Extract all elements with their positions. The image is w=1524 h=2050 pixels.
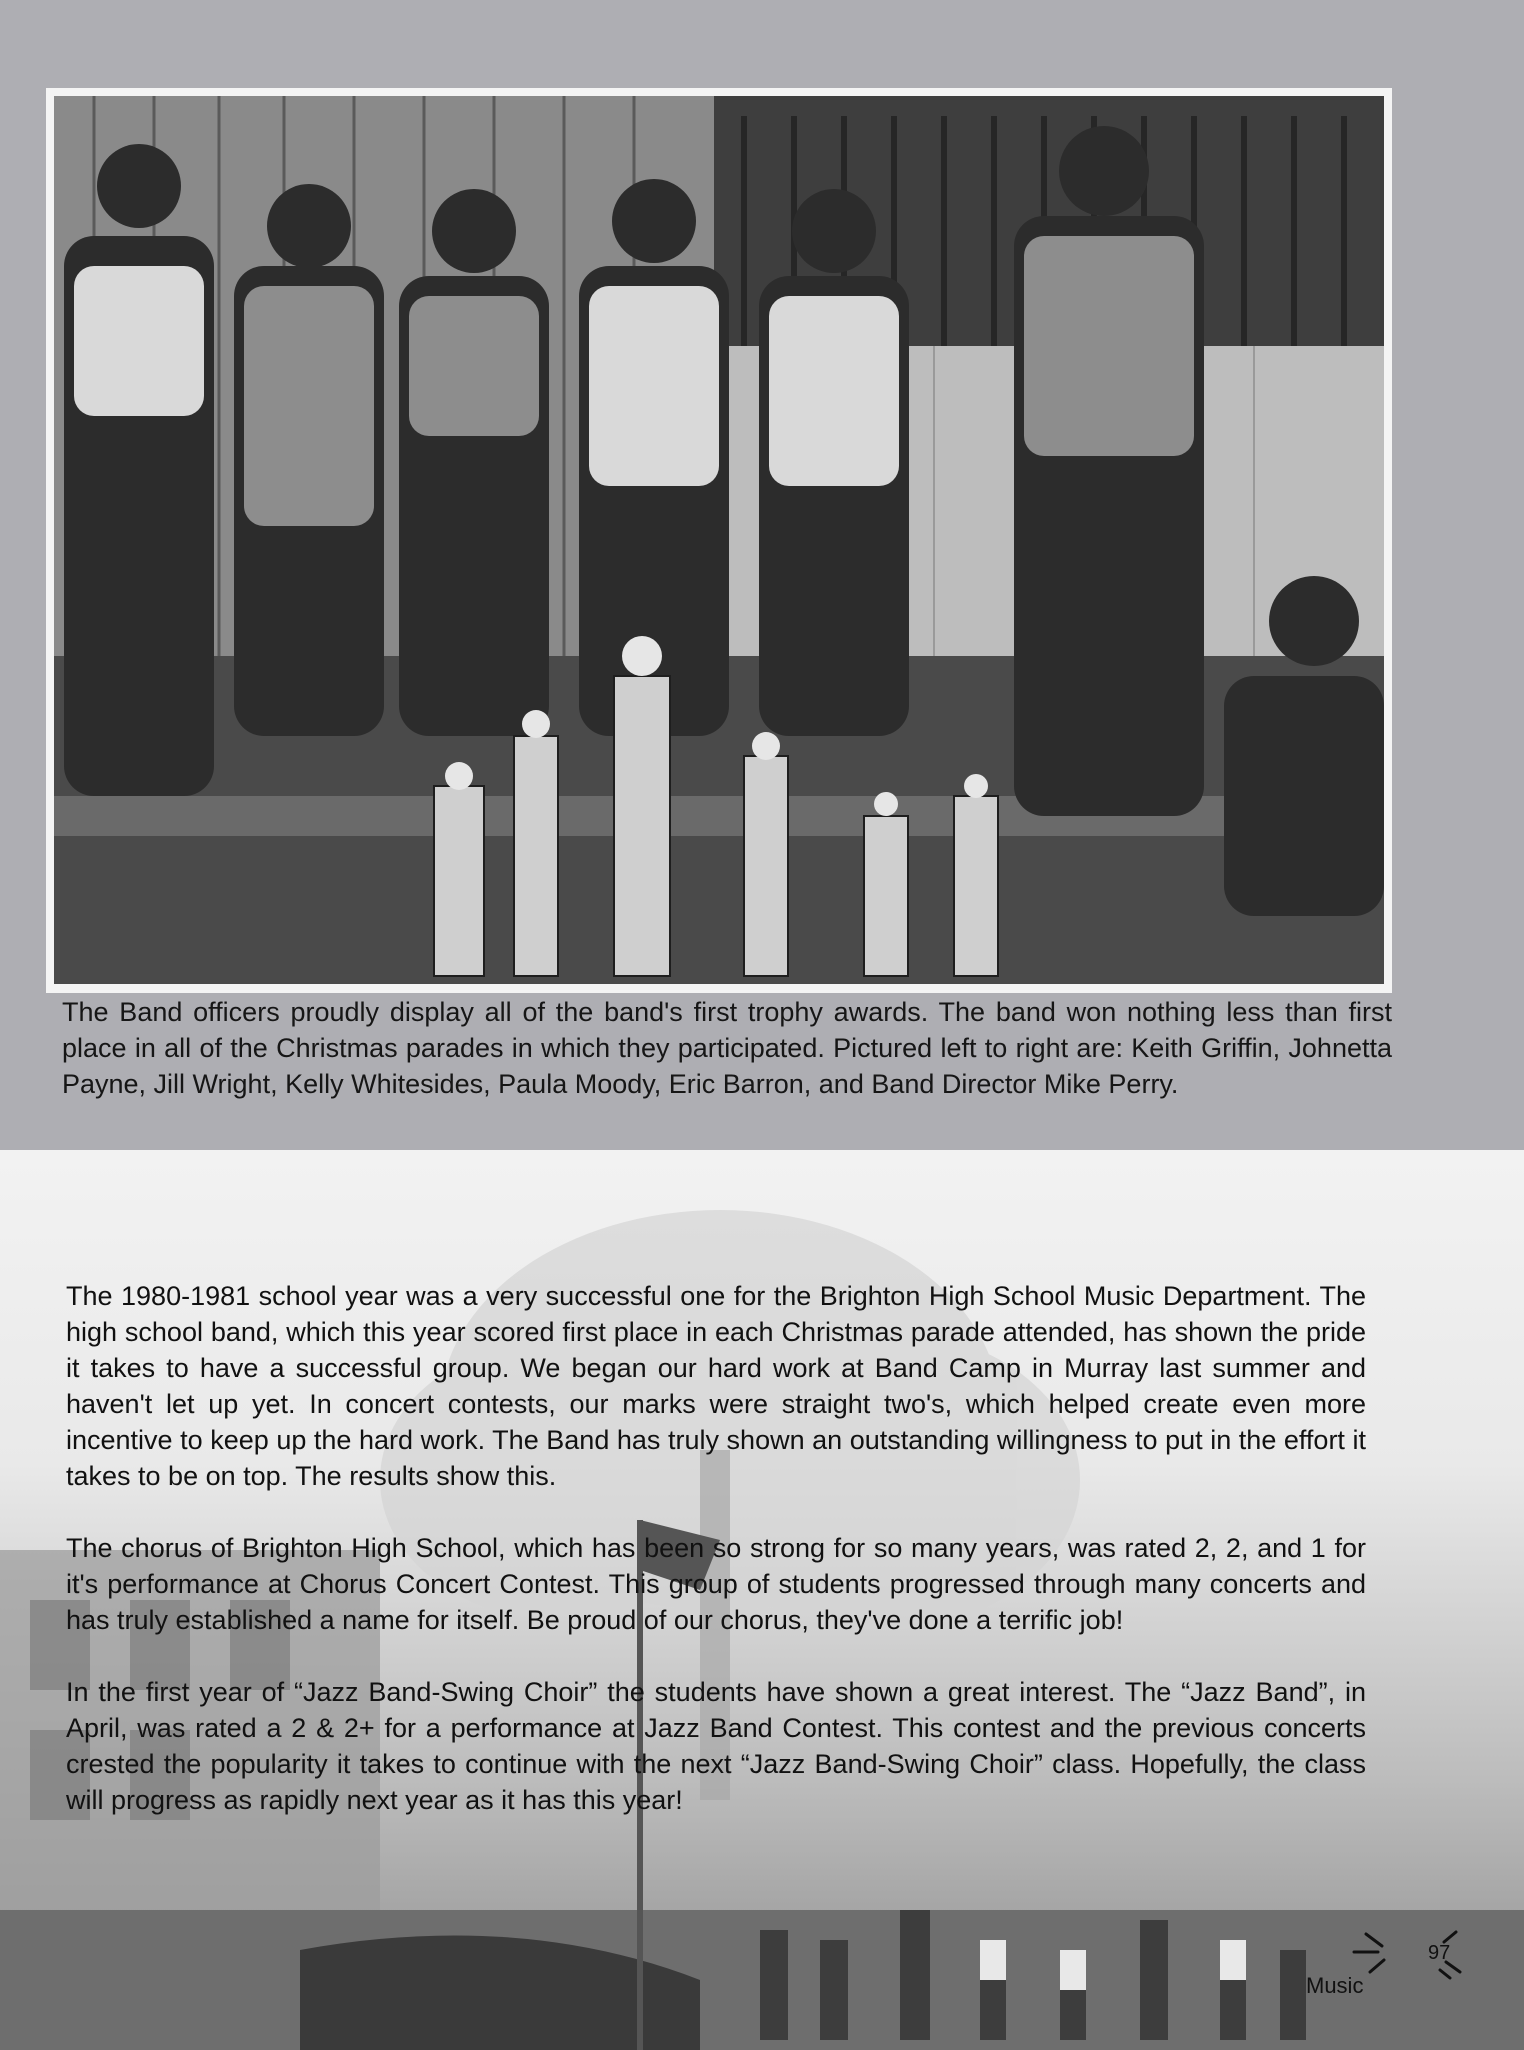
section-label: Music <box>1306 1973 1364 1998</box>
paragraph-band: The 1980-1981 school year was a very successful one for the Brighton High School Music Department. The high school band, which this year scored first place in each Christmas parade attended, has shown the pride it takes to have a successful group. We began our hard work at Band Camp in Murray last summer and haven't let up yet. In concert contests, our marks were straight two's, which helped create even more incentive to keep up the hard work. The Band has truly shown an outstanding willingness to put in the effort it takes to be on top. The results show this. <box>66 1281 1366 1491</box>
paragraph-jazz-band: In the first year of “Jazz Band-Swing Choir” the students have shown a great interest. The “Jazz Band”, in April, was rated a 2 & 2+ for a performance at Jazz Band Contest. This contest and the previous concerts crested the popularity it takes to continue with the next “Jazz Band-Swing Choir” class. Hopefully, the class will progress as rapidly next year as it has this year! <box>66 1677 1366 1815</box>
page-number: 97 <box>1428 1942 1451 1964</box>
paragraph-chorus: The chorus of Brighton High School, which has been so strong for so many years, was rated 2, 2, and 1 for it's performance at Chorus Concert Contest. This group of students progressed through many concerts and has truly established a name for itself. Be proud of our chorus, they've done a terrific job! <box>66 1533 1366 1635</box>
article-body <box>66 1278 1366 1854</box>
photo-caption: The Band officers proudly display all of the band's first trophy awards. The band won nothing less than first place in all of the Christmas parades in which they participated. Pictured left to right are: Keith Griffin, Johnetta Payne, Jill Wright, Kelly Whitesides, Paula Moody, Eric Barron, and Band Director Mike Perry. <box>62 997 1392 1099</box>
band-officers-photo <box>54 96 1384 984</box>
